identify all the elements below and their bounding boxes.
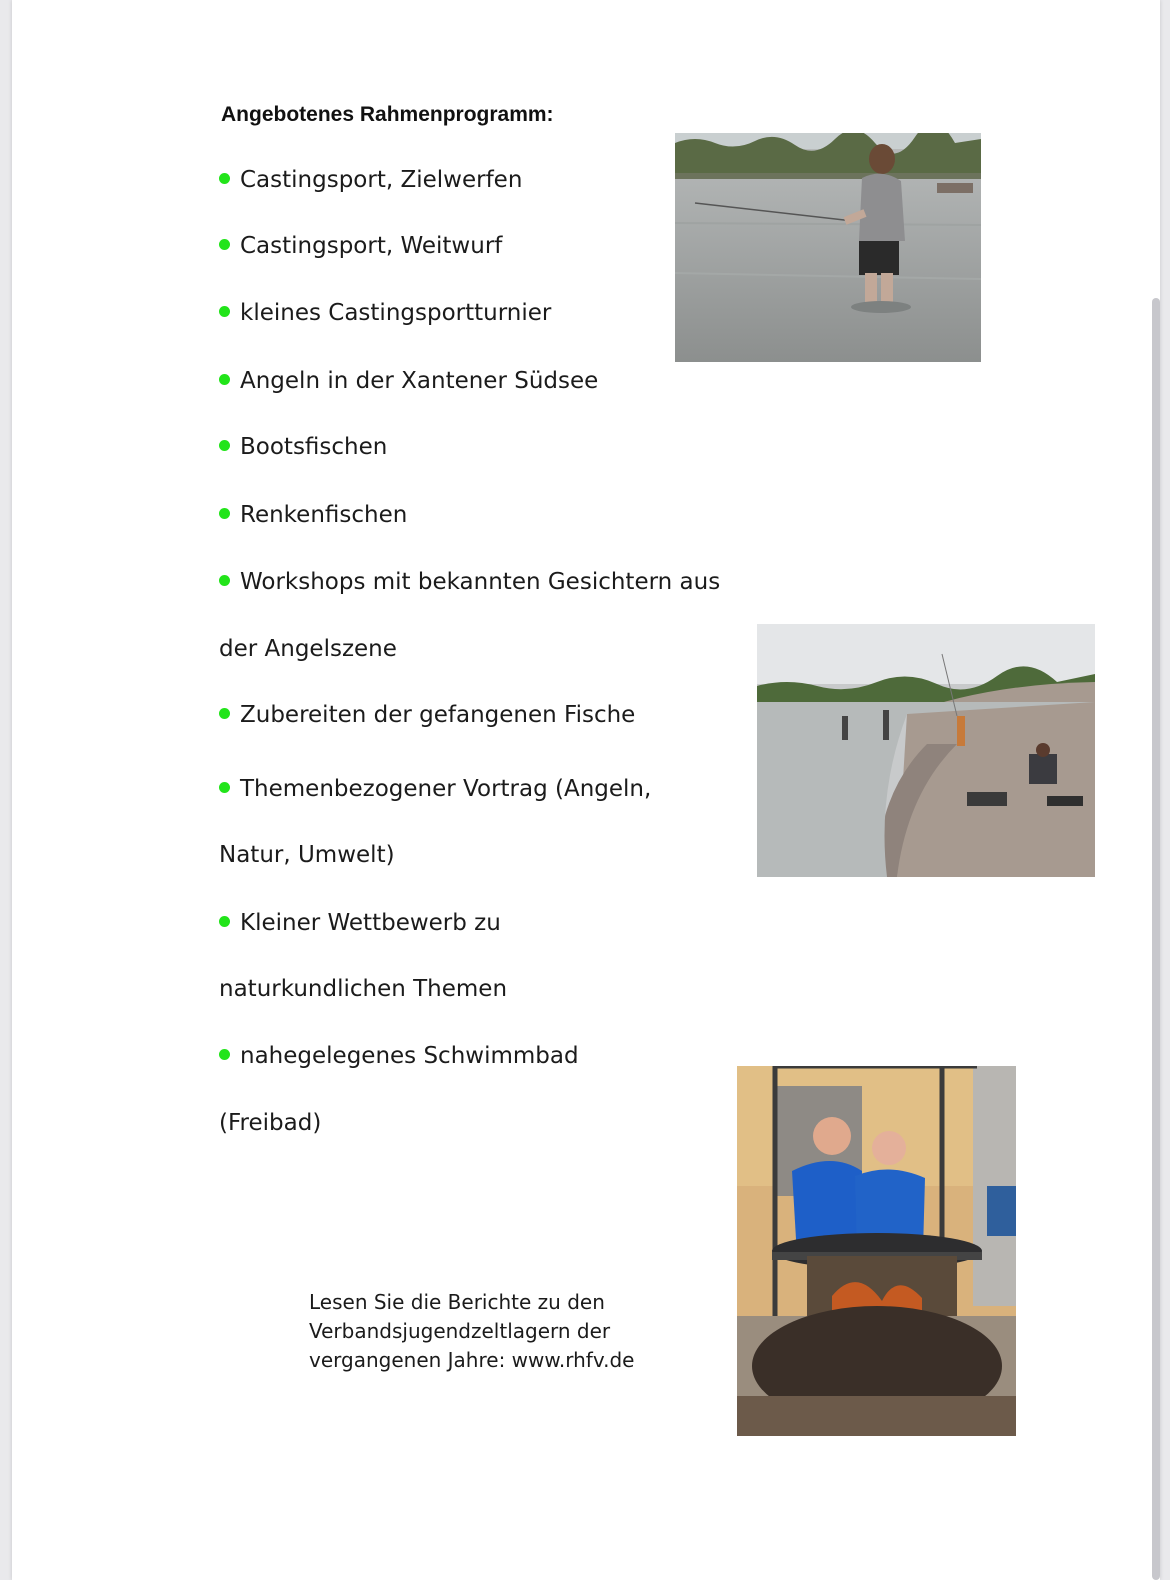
report-note-line: Verbandsjugendzeltlagern der <box>309 1319 611 1343</box>
list-item: Workshops mit bekannten Gesichtern aus <box>219 567 720 597</box>
bullet-icon <box>219 1049 230 1060</box>
list-item: Themenbezogener Vortrag (Angeln, <box>219 774 651 804</box>
list-item: Castingsport, Zielwerfen <box>219 165 522 195</box>
bullet-icon <box>219 708 230 719</box>
list-item: Kleiner Wettbewerb zu <box>219 908 501 938</box>
bullet-icon <box>219 575 230 586</box>
list-item-continuation: naturkundlichen Themen <box>219 976 508 1002</box>
list-item: kleines Castingsportturnier <box>219 298 551 328</box>
list-item-continuation: (Freibad) <box>219 1110 322 1136</box>
section-heading: Angebotenes Rahmenprogramm: <box>221 103 554 126</box>
grill-photo <box>737 1066 1016 1436</box>
shore-anglers-photo <box>757 624 1095 877</box>
bullet-icon <box>219 508 230 519</box>
list-item-continuation: der Angelszene <box>219 636 397 662</box>
angler-wading-photo <box>675 133 981 362</box>
list-item: Zubereiten der gefangenen Fische <box>219 700 635 730</box>
bullet-icon <box>219 782 230 793</box>
list-item: Castingsport, Weitwurf <box>219 231 502 261</box>
report-note <box>309 1288 635 1375</box>
bullet-icon <box>219 306 230 317</box>
bullet-icon <box>219 239 230 250</box>
bullet-icon <box>219 916 230 927</box>
document-page <box>12 0 1160 1580</box>
list-item: Bootsfischen <box>219 432 387 462</box>
list-item: Angeln in der Xantener Südsee <box>219 366 598 396</box>
list-item: nahegelegenes Schwimmbad <box>219 1041 579 1071</box>
report-note-line: Lesen Sie die Berichte zu den <box>309 1290 605 1314</box>
report-note-line: vergangenen Jahre: www.rhfv.de <box>309 1348 635 1372</box>
vertical-scrollbar[interactable] <box>1152 298 1160 1580</box>
bullet-icon <box>219 440 230 451</box>
bullet-icon <box>219 173 230 184</box>
bullet-icon <box>219 374 230 385</box>
list-item-continuation: Natur, Umwelt) <box>219 842 395 868</box>
list-item: Renkenfischen <box>219 500 407 530</box>
